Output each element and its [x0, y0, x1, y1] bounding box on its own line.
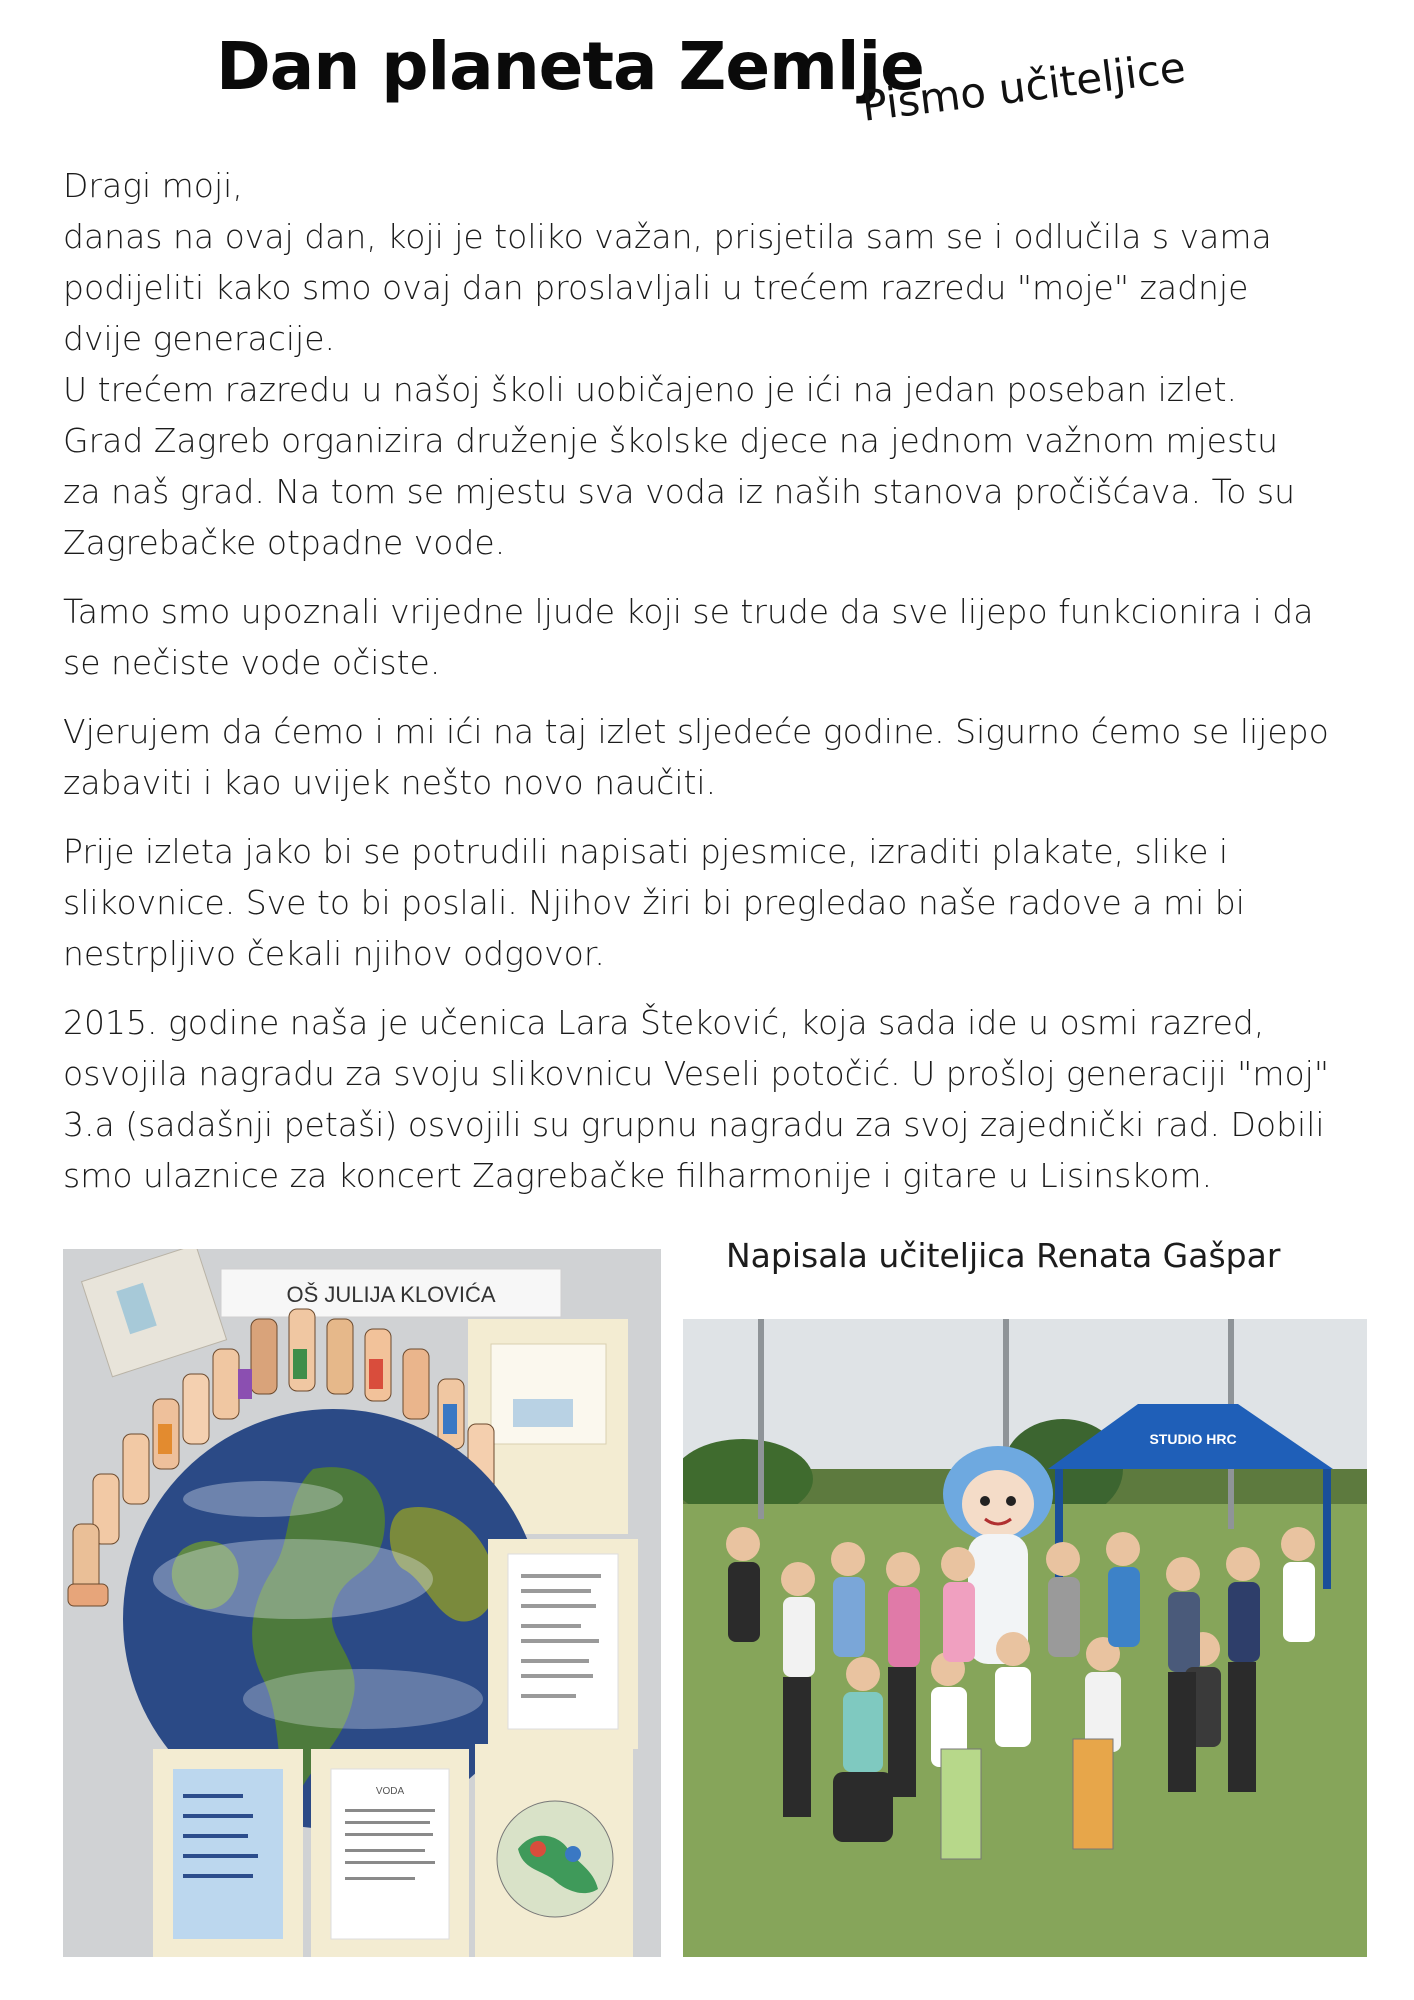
letter-paragraph-2: Tamo smo upoznali vrijedne ljude koji se trude da sve lijepo funkcionira i da se nečiste vode očiste. — [63, 592, 1314, 682]
poster-sign-text: OŠ JULIJA KLOVIĆA — [286, 1282, 496, 1307]
page-subtitle: Pismo učiteljice — [859, 42, 1189, 131]
tent-label: STUDIO HRC — [1149, 1431, 1237, 1447]
letter-paragraph-1: danas na ovaj dan, koji je toliko važan, prisjetila sam se i odlučila s vama podijeliti kako smo ovaj dan proslavljali u trećem razredu "moje" zadnje dvije generacije. U trećem razredu u našoj školi uobičajeno je ići na jedan poseban izlet. Grad Zagreb organizira druženje školske djece na jednom važnom mjestu za naš grad. Na tom se mjestu sva voda iz naših stanova pročišćava. To su Zagrebačke otpadne vode. — [63, 217, 1295, 562]
poster-poem-title: VODA — [375, 1786, 405, 1797]
page-title: Dan planeta Zemlje — [216, 28, 924, 105]
letter-paragraph-5: 2015. godine naša je učenica Lara Šteković, koja sada ide u osmi razred, osvojila nagradu za svoju slikovnicu Veseli potočić. U prošloj generaciji "moj" 3.a (sadašnji petaši) osvojili su grupnu nagradu za svoj zajednički rad. Dobili smo ulaznice za koncert Zagrebačke filharmonije i gitare u Lisinskom. — [63, 1003, 1330, 1195]
signature: Napisala učiteljica Renata Gašpar — [726, 1236, 1281, 1275]
photo-earth-poster — [63, 1249, 661, 1957]
children-outdoors-illustration — [683, 1319, 1367, 1957]
letter-body — [63, 160, 1363, 1219]
photo-children-outdoors — [683, 1319, 1367, 1957]
letter-paragraph-4: Prije izleta jako bi se potrudili napisati pjesmice, izraditi plakate, slike i slikovnice. Sve to bi poslali. Njihov žiri bi pregledao naše radove a mi bi nestrpljivo čekali njihov odgovor. — [63, 832, 1245, 973]
earth-poster-illustration — [63, 1249, 661, 1957]
letter-paragraph-3: Vjerujem da ćemo i mi ići na taj izlet sljedeće godine. Sigurno ćemo se lijepo zabaviti i kao uvijek nešto novo naučiti. — [63, 712, 1329, 802]
letter-greeting: Dragi moji, — [63, 166, 243, 205]
